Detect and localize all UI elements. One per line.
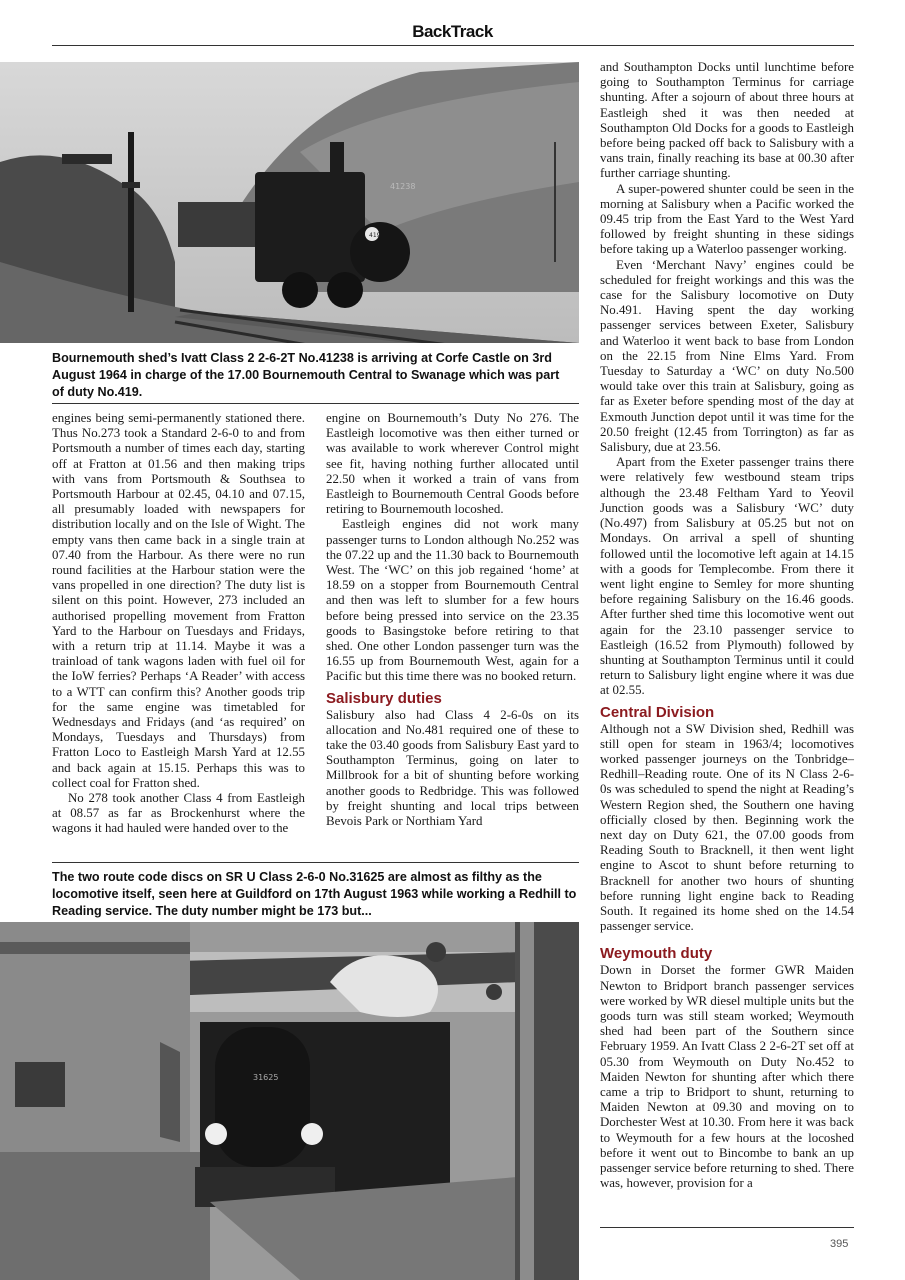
- heading-salisbury-duties: Salisbury duties: [326, 689, 442, 707]
- col1-para-2: No 278 took another Class 4 from Eastleigh at 08.57 as far as Brockenhurst where the wagons it had hauled were handed over to the: [52, 791, 305, 836]
- col2-para-1: engine on Bournemouth’s Duty No 276. The Eastleigh locomotive was then either turned or was available to work wherever Control might see fit, having nothing further allocated until 22.50 when it worked a train of vans from Eastleigh to Bournemouth Central Goods before retiring to Bournemouth locoshed.: [326, 411, 579, 517]
- column-1: [52, 411, 305, 837]
- masthead: BackTrack: [412, 22, 493, 41]
- photo1-caption: Bournemouth shed’s Ivatt Class 2 2-6-2T No.41238 is arriving at Corfe Castle on 3rd August 1964 in charge of the 17.00 Bournemouth Central to Swanage which was part of duty No.419.: [52, 351, 560, 399]
- photo-corfe-castle: [0, 62, 579, 343]
- heading-central-division: Central Division: [600, 703, 715, 721]
- column-2: [326, 411, 579, 829]
- col3-para-4: Apart from the Exeter passenger trains there were relatively few westbound steam trips although the 23.48 Feltham Yard to Yeovil Junction goods was a Salisbury ‘WC’ duty (No.497) from Salisbury at 05.25 but not on Mondays. On arrival a spell of shunting followed until the locomotive left again at 14.15 with a goods for Templecombe. From there it went light engine to Semley for more shunting before regaining Salisbury on the 16.46 goods. After further shed time this locomotive went out again for the 23.10 passenger service to Eastleigh (16.52 from Plymouth) followed by shunting at Southampton Terminus until it could return to Salisbury light engine where it was due at 02.55.: [600, 455, 854, 698]
- caption2-rule: [52, 862, 579, 863]
- col3-para-6: Down in Dorset the former GWR Maiden Newton to Bridport branch passenger services were worked by WR diesel multiple units but the goods turn was still steam worked; Weymouth shed had been part of the Southern since February 1959. An Ivatt Class 2 2-6-2T set off at 05.30 from Weymouth on Duty No.452 to Maiden Newton for shunting after which there came a trip to Bridport to shunt, returning to Maiden Newton at 09.30 and moving on to Dorchester West at 10.30. From here it was back to Weymouth for a few hours at the locoshed before it went out to Bincombe to bank an up passenger service before returning to shed. There was, however, provision for a: [600, 963, 854, 1191]
- col3-para-2: A super-powered shunter could be seen in the morning at Salisbury when a Pacific worked the 09.45 trip from the East Yard to the West Yard followed by freight shunting in these sidings before taking up a Waterloo passenger working.: [600, 181, 854, 257]
- page-number: 395: [830, 1238, 849, 1250]
- col2-para-2: Eastleigh engines did not work many passenger turns to London although No.252 was the 07.22 up and the 11.30 back to Bournemouth West. The ‘WC’ on this job regained ‘home’ at 18.59 on a stopper from Bournemouth Central and then was left to slumber for a few hours before being pressed into service on the 23.35 goods to Basingstoke before retiring to that shed. One other London passenger turn was the 16.55 up from Bournemouth West, again for a Pacific but this time there was no booked return.: [326, 517, 579, 684]
- col3-para-5: Although not a SW Division shed, Redhill was still open for steam in 1963/4; locomotives worked passenger journeys on the Tonbridge–Redhill–Reading route. One of its N Class 2-6-0s was scheduled to spend the night at Reading’s Western Region shed, the Southern one having officially closed by then. Beginning work the next day on Duty 621, the 07.00 goods from Reading South to Bracknell, it then went light engine to Ascot to shunt before returning to Bracknell for another two hours of shunting before running light engine back to Reading South. It regained its home shed on the 14.54 passenger service.: [600, 721, 854, 934]
- loco-number-plate-1: 41238: [390, 182, 416, 191]
- col3-para-3: Even ‘Merchant Navy’ engines could be scheduled for freight workings and this was the case for the Salisbury locomotive on Duty No.491. Having spent the day working passenger services between Exeter, Salisbury and Waterloo it went back to base from London on the 22.15 from Nine Elms Yard. From Tuesday to Saturday a ‘WC’ on duty No.500 would take over this train at Salisbury, going as far as Exeter before spending most of the day at Exmouth Junction depot until it was time for the 20.50 freight (12.45 from Torrington) as far as Salisbury, due at 23.56.: [600, 257, 854, 455]
- col3-para-1: and Southampton Docks until lunchtime before going to Southampton Terminus for carriage shunting. After a sojourn of about three hours at Eastleigh shed it was then needed at Southampton Old Docks for a goods to Eastleigh before being packed off back to Salisbury with a vans train, finally reaching its base at 00.30 after further carriage shunting.: [600, 60, 854, 181]
- col1-para-1: engines being semi-permanently stationed there. Thus No.273 took a Standard 2-6-0 to and from Portsmouth a number of times each day, starting off at Fratton at 01.56 and then making trips with vans from Portsmouth & Southsea to Portsmouth Harbour at 02.45, 04.10 and 07.15, all presumably loaded with newspapers for distribution locally and on the Isle of Wight. The empty vans then came back in a single train at 07.40 from the Harbour. As there were no run round facilities at the Harbour station were the vans propelled in one direction? The duty list is silent on this point. However, 273 included an authorised propelling movement from Fratton Yard to the Harbour on Tuesdays and Fridays, with a return trip at 11.14. Maybe it was a trainload of tank wagons laden with fuel oil for the IoW ferries? Perhaps ‘A Reader’ with access to a WTT can confirm this? Another goods trip for the same engine was timetabled for Wednesdays and Fridays (and ‘as required’ on Mondays, Tuesdays and Thursdays) from Fratton Loco to Eastleigh Marsh Yard at 12.55 and back again at 15.15. Perhaps this was to collect coal for Fratton shed.: [52, 411, 305, 790]
- caption1-rule: [52, 403, 579, 404]
- loco-number-plate-2: 31625: [253, 1073, 279, 1082]
- heading-weymouth-duty: Weymouth duty: [600, 945, 713, 963]
- column-3: [600, 60, 854, 1191]
- col2-para-3: Salisbury also had Class 4 2-6-0s on its allocation and No.481 required one of these to take the 03.40 goods from Salisbury East yard to Southampton Terminus, going on later to Millbrook for a bit of shunting before working another goods to Redbridge. This was followed by freight shunting and local trips between Bevois Park or Northiam Yard: [326, 707, 579, 829]
- footer-rule: [600, 1227, 854, 1228]
- duty-number-1: 419: [369, 232, 381, 239]
- header-rule: [52, 45, 854, 46]
- photo-guildford: [0, 922, 579, 1280]
- photo2-caption: The two route code discs on SR U Class 2-6-0 No.31625 are almost as filthy as the locomotive itself, seen here at Guildford on 17th August 1963 while working a Redhill to Reading service. The duty number might be 173 but...: [52, 870, 577, 918]
